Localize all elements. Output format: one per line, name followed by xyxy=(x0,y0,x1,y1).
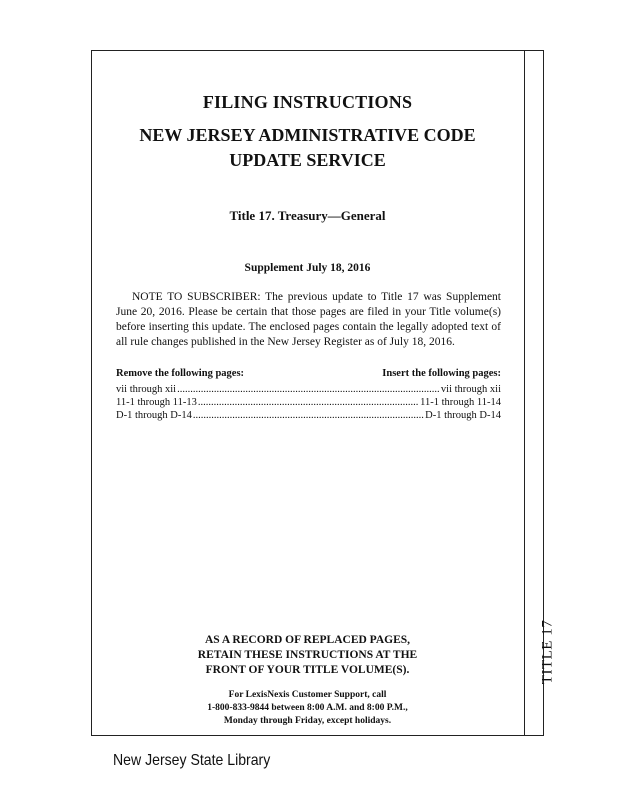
remove-pages: 11-1 through 11-13 xyxy=(116,397,197,408)
insert-pages: vii through xii xyxy=(440,384,501,395)
record-notice xyxy=(91,633,524,678)
dot-leader xyxy=(177,384,440,395)
record-notice-line3: FRONT OF YOUR TITLE VOLUME(S). xyxy=(205,664,410,676)
filing-instructions-title: FILING INSTRUCTIONS xyxy=(202,92,413,112)
table-row xyxy=(116,397,501,408)
pages-table-header xyxy=(116,368,501,379)
customer-support xyxy=(91,689,524,728)
code-title xyxy=(91,123,524,173)
remove-header: Remove the following pages: xyxy=(116,368,245,379)
record-notice-line1: AS A RECORD OF REPLACED PAGES, xyxy=(204,634,411,646)
remove-pages: D-1 through D-14 xyxy=(116,410,192,421)
title-heading: Title 17. Treasury—General xyxy=(229,208,386,223)
dot-leader xyxy=(193,410,424,421)
library-stamp: New Jersey State Library xyxy=(113,752,271,769)
insert-pages: 11-1 through 11-14 xyxy=(420,397,501,408)
support-line1: For LexisNexis Customer Support, call xyxy=(228,690,387,700)
insert-header: Insert the following pages: xyxy=(382,368,501,379)
side-tab-label: TITLE 17 xyxy=(539,619,556,685)
supplement-date: Supplement July 18, 2016 xyxy=(244,262,371,274)
code-title-line1: NEW JERSEY ADMINISTRATIVE CODE xyxy=(139,125,476,145)
remove-pages: vii through xii xyxy=(116,384,177,395)
support-line2: 1-800-833-9844 between 8:00 A.M. and 8:00 P.M., xyxy=(207,703,408,713)
note-to-subscriber: NOTE TO SUBSCRIBER: The previous update to Title 17 was Supplement June 20, 2016. Please be certain that those pages are filed in your Title volume(s) before inserting this update. The enclosed pages contain the legally adopted text of all rule changes published in the New Jersey Register as of July 18, 2016. xyxy=(116,291,501,348)
dot-leader xyxy=(198,397,419,408)
insert-pages: D-1 through D-14 xyxy=(425,410,501,421)
table-row xyxy=(116,384,501,395)
record-notice-line2: RETAIN THESE INSTRUCTIONS AT THE xyxy=(197,649,418,661)
table-row xyxy=(116,410,501,421)
support-line3: Monday through Friday, except holidays. xyxy=(223,716,392,726)
code-title-line2: UPDATE SERVICE xyxy=(229,150,386,170)
